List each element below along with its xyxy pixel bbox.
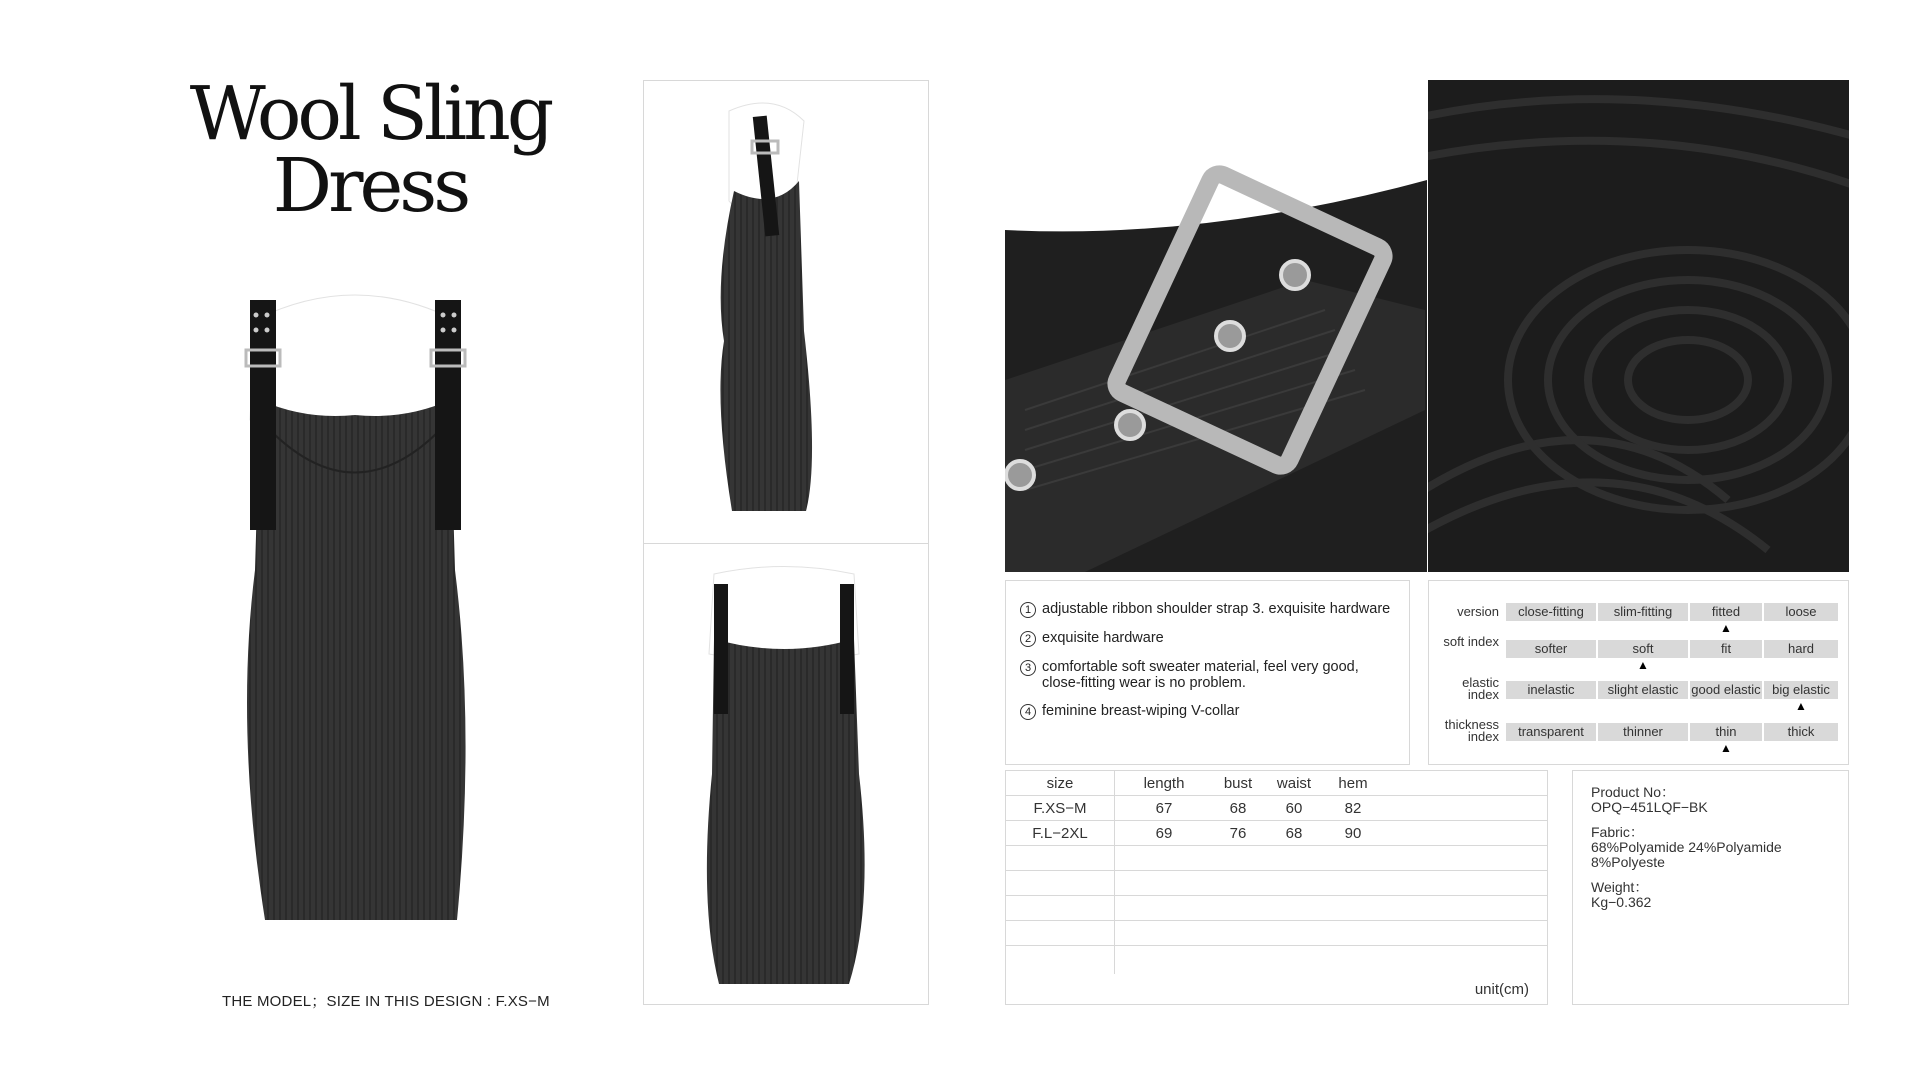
- selected-marker-icon: ▲: [1795, 699, 1807, 713]
- product-weight: [1591, 880, 1830, 910]
- fabric-label: Fabric：: [1591, 824, 1644, 840]
- spacer-cell: [1381, 796, 1547, 821]
- index-option: loose: [1764, 603, 1838, 621]
- index-option: fitted: [1690, 603, 1762, 621]
- table-cell: [1006, 946, 1115, 975]
- feature-number: 4: [1020, 704, 1036, 720]
- index-option: thinner: [1598, 723, 1688, 741]
- product-number: [1591, 785, 1830, 815]
- size-table: [1006, 771, 1547, 974]
- fabric-value: 68%Polyamide 24%Polyamide 8%Polyeste: [1591, 839, 1782, 870]
- title-line-1: Wool Sling: [189, 71, 551, 157]
- table-row: [1006, 871, 1547, 896]
- index-option: inelastic: [1506, 681, 1596, 699]
- unit-label: unit(cm): [1474, 981, 1529, 998]
- table-row: [1006, 946, 1547, 975]
- table-cell: F.L−2XL: [1006, 821, 1115, 846]
- table-header-row: [1006, 771, 1547, 796]
- index-label: version: [1457, 604, 1499, 619]
- feature-text: feminine breast-wiping V-collar: [1042, 703, 1240, 719]
- back-view-frame: [643, 543, 929, 1005]
- spacer-cell: [1381, 821, 1547, 846]
- column-header: hem: [1338, 774, 1368, 792]
- feature-text: exquisite hardware: [1042, 630, 1164, 646]
- index-option: softer: [1506, 640, 1596, 658]
- dress-front-image: [225, 270, 485, 930]
- title-line-2: Dress: [272, 143, 468, 229]
- table-cell: [1115, 896, 1548, 921]
- side-view-frame: [643, 80, 929, 544]
- table-cell: [1115, 846, 1548, 871]
- index-option: thick: [1764, 723, 1838, 741]
- table-cell: [1006, 846, 1115, 871]
- index-option: thin: [1690, 723, 1762, 741]
- dress-side-image: [644, 81, 928, 543]
- knit-detail-photo: [1428, 80, 1849, 572]
- spacer-cell: [1381, 771, 1547, 796]
- selected-marker-icon: ▲: [1637, 658, 1649, 672]
- weight-label: Weight：: [1591, 879, 1649, 895]
- index-option: slight elastic: [1598, 681, 1688, 699]
- index-row-thickness: [1429, 717, 1850, 755]
- feature-number: 1: [1020, 602, 1036, 618]
- index-option: close-fitting: [1506, 603, 1596, 621]
- feature-number: 2: [1020, 631, 1036, 647]
- table-row: [1006, 796, 1547, 821]
- table-cell: 68: [1285, 824, 1303, 842]
- features-list: [1006, 581, 1409, 720]
- feature-number: 3: [1020, 660, 1036, 676]
- column-header: length: [1143, 774, 1185, 792]
- table-cell: [1006, 871, 1115, 896]
- index-label: soft index: [1443, 634, 1499, 649]
- table-cell: 76: [1229, 824, 1247, 842]
- table-row: [1006, 821, 1547, 846]
- selected-marker-icon: ▲: [1720, 741, 1732, 755]
- table-cell: 82: [1344, 799, 1362, 817]
- feature-item: [1020, 601, 1409, 618]
- features-panel: [1005, 580, 1410, 765]
- product-title: [150, 71, 590, 229]
- table-row: [1006, 896, 1547, 921]
- index-option: big elastic: [1764, 681, 1838, 699]
- weight-value: Kg−0.362: [1591, 894, 1652, 910]
- product-info-panel: [1572, 770, 1849, 1005]
- table-cell: 60: [1285, 799, 1303, 817]
- index-option: slim-fitting: [1598, 603, 1688, 621]
- table-row: [1006, 846, 1547, 871]
- feature-text: comfortable soft sweater material, feel very good, close-fitting wear is no problem.: [1042, 659, 1359, 691]
- index-label: thickness index: [1444, 717, 1499, 744]
- buckle-detail-image: [1005, 80, 1427, 572]
- column-header: bust: [1223, 774, 1253, 792]
- size-table-panel: [1005, 770, 1548, 1005]
- index-label: elastic index: [1462, 675, 1499, 702]
- feature-text: adjustable ribbon shoulder strap 3. exquisite hardware: [1042, 601, 1391, 617]
- table-cell: [1115, 871, 1548, 896]
- buckle-detail-photo: [1005, 80, 1427, 572]
- table-cell: [1115, 946, 1548, 975]
- dress-back-image: [644, 544, 928, 1004]
- index-option: soft: [1598, 640, 1688, 658]
- column-header: size: [1006, 771, 1115, 796]
- index-option: fit: [1690, 640, 1762, 658]
- product-number-label: Product No：: [1591, 784, 1676, 800]
- index-row-elastic: [1429, 675, 1850, 713]
- table-cell: [1006, 896, 1115, 921]
- index-row-soft: [1429, 634, 1850, 672]
- index-panel: [1428, 580, 1849, 765]
- table-cell: 67: [1155, 799, 1173, 817]
- table-cell: F.XS−M: [1006, 796, 1115, 821]
- index-option: good elastic: [1691, 682, 1761, 697]
- table-cell: 68: [1229, 799, 1247, 817]
- table-cell: [1006, 921, 1115, 946]
- feature-item: [1020, 630, 1409, 647]
- column-header: waist: [1276, 774, 1312, 792]
- model-size-note: THE MODEL；SIZE IN THIS DESIGN : F.XS−M: [222, 993, 550, 1010]
- index-option: transparent: [1506, 723, 1596, 741]
- product-fabric: [1591, 825, 1830, 870]
- knit-detail-image: [1428, 80, 1849, 572]
- feature-item: [1020, 703, 1409, 720]
- table-cell: 90: [1344, 824, 1362, 842]
- table-row: [1006, 921, 1547, 946]
- index-option: hard: [1764, 640, 1838, 658]
- index-row-version: [1429, 603, 1850, 635]
- table-cell: [1115, 921, 1548, 946]
- feature-item: [1020, 659, 1360, 691]
- product-number-value: OPQ−451LQF−BK: [1591, 799, 1708, 815]
- table-cell: 69: [1155, 824, 1173, 842]
- selected-marker-icon: ▲: [1720, 621, 1732, 635]
